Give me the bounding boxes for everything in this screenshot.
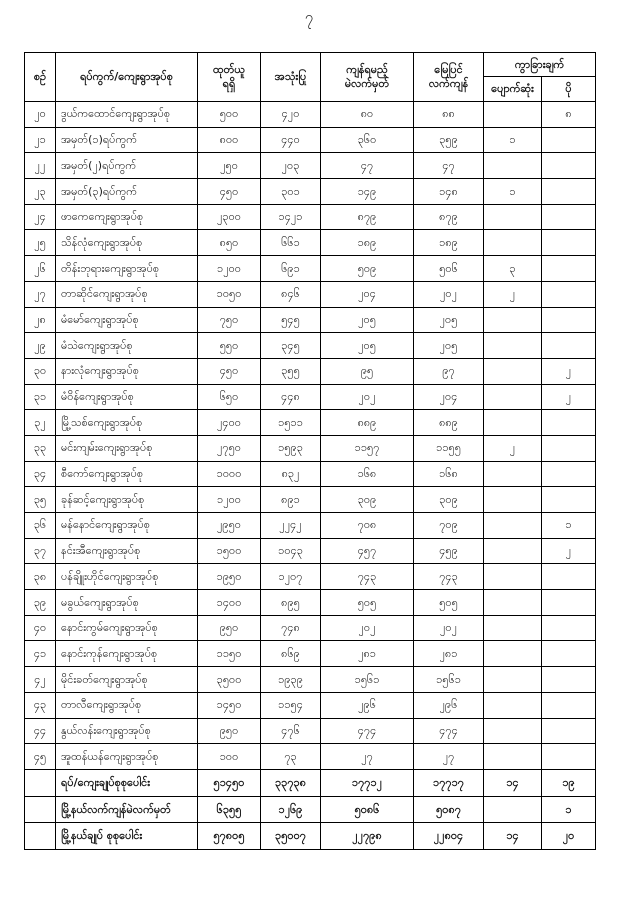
ground-remaining-cell: ၃၀၉ — [414, 487, 484, 513]
issued-total: ၅၇၈၀၅ — [198, 823, 261, 850]
expected-remaining-cell: ၂၀၅ — [321, 333, 414, 359]
serial-cell: ၄၄ — [25, 718, 56, 744]
header-ground-line1: မြေပြင် — [434, 62, 463, 76]
total-row-township-grand — [25, 823, 596, 850]
expected-remaining-cell: ၅၀၅ — [321, 590, 414, 616]
issued-cell: ၈၅၀ — [198, 230, 261, 256]
serial-cell: ၃၀ — [25, 358, 56, 384]
expected-remaining-cell: ၈၀ — [321, 102, 414, 128]
extra-cell — [542, 256, 596, 282]
expected-remaining-cell: ၂၀၅ — [321, 307, 414, 333]
table-row — [25, 307, 596, 333]
ward-village-name-cell: ပန်ချိူးဟိုင်ကျေးရွာအုပ်စု — [56, 564, 198, 590]
extra-cell — [542, 744, 596, 770]
extra-cell: ၂ — [542, 384, 596, 410]
table-header — [25, 53, 596, 102]
table-row — [25, 358, 596, 384]
lost-cell: ၂ — [484, 281, 542, 307]
used-cell: ၈၆၉ — [261, 641, 321, 667]
extra-cell — [542, 564, 596, 590]
header-expected-remaining — [321, 53, 414, 102]
serial-cell: ၂၅ — [25, 230, 56, 256]
total-row-township-reserve — [25, 796, 596, 823]
extra-cell: ၁ — [542, 513, 596, 539]
table-footer — [25, 769, 596, 849]
expected-remaining-cell: ၄၇ — [321, 153, 414, 179]
header-ground-remaining — [414, 53, 484, 102]
serial-cell: ၂၄ — [25, 204, 56, 230]
ward-village-name-cell: နောင်းကွမ်ကျေးရွာအုပ်စု — [56, 615, 198, 641]
issued-cell: ၁၄၅၀ — [198, 692, 261, 718]
extra-cell — [542, 590, 596, 616]
issued-cell: ၈၀၀ — [198, 127, 261, 153]
extra-cell — [542, 333, 596, 359]
extra-cell — [542, 281, 596, 307]
used-cell: ၆၆၁ — [261, 230, 321, 256]
issued-cell: ၁၂၀၀ — [198, 487, 261, 513]
ground-remaining-cell: ၅၀၅ — [414, 590, 484, 616]
expected-remaining-cell: ၂၈၁ — [321, 641, 414, 667]
serial-cell: ၃၃ — [25, 435, 56, 461]
lost-cell — [484, 358, 542, 384]
ward-village-name-cell: အူထန်ယန်ကျေးရွာအုပ်စု — [56, 744, 198, 770]
expected-remaining-cell: ၇၀၈ — [321, 513, 414, 539]
ward-village-name-cell: နားလုံကျေးရွာအုပ်စု — [56, 358, 198, 384]
ground-remaining-cell: ၈၈ — [414, 102, 484, 128]
serial-cell: ၃၆ — [25, 513, 56, 539]
header-lost: ပျောက်ဆုံး — [484, 77, 542, 102]
issued-cell: ၄၅၀ — [198, 179, 261, 205]
used-cell: ၈၉၁ — [261, 487, 321, 513]
page-number: ၇ — [304, 8, 314, 26]
expected-remaining-cell: ၄၅၇ — [321, 538, 414, 564]
extra-cell: ၈ — [542, 102, 596, 128]
serial-cell: ၄၃ — [25, 692, 56, 718]
serial-cell — [25, 823, 56, 850]
used-cell: ၁၉၃၉ — [261, 667, 321, 693]
serial-cell: ၂၆ — [25, 256, 56, 282]
table-row — [25, 127, 596, 153]
lost-cell — [484, 230, 542, 256]
used-total: ၃၃၇၃၈ — [261, 769, 321, 796]
ward-village-name-cell: မန်နောင်ကျေးရွာအုပ်စု — [56, 513, 198, 539]
ward-village-name-cell: အမှတ်(၁)ရပ်ကွက် — [56, 127, 198, 153]
header-issued-line2: ရရှိ — [222, 77, 236, 90]
serial-cell: ၃၁ — [25, 384, 56, 410]
ground-remaining-cell: ၂၇ — [414, 744, 484, 770]
header-difference: ကွာခြားချက် — [484, 53, 596, 77]
used-cell: ၁၀၄၃ — [261, 538, 321, 564]
expected-remaining-cell: ၁၈၉ — [321, 230, 414, 256]
ground-remaining-cell: ၂၈၁ — [414, 641, 484, 667]
ballot-count-table — [24, 52, 596, 850]
table-row — [25, 538, 596, 564]
lost-cell — [484, 692, 542, 718]
issued-cell: ၁၀၀၀ — [198, 461, 261, 487]
used-cell: ၁၄၂၁ — [261, 204, 321, 230]
ward-village-name-cell: စီကော်ကျေးရွာအုပ်စု — [56, 461, 198, 487]
issued-cell: ၁၂၀၀ — [198, 256, 261, 282]
used-cell: ၈၉၅ — [261, 590, 321, 616]
expected-remaining-cell: ၃၀၉ — [321, 487, 414, 513]
issued-cell: ၅၀၀ — [198, 102, 261, 128]
used-cell: ၇၄၈ — [261, 615, 321, 641]
used-cell: ၁၅၁၁ — [261, 410, 321, 436]
lost-cell: ၂ — [484, 435, 542, 461]
expected-remaining-cell: ၂၀၂ — [321, 615, 414, 641]
expected-remaining-cell: ၂၇ — [321, 744, 414, 770]
serial-cell: ၄၀ — [25, 615, 56, 641]
expected-remaining-cell: ၃၆၀ — [321, 127, 414, 153]
used-cell: ၂၀၃ — [261, 153, 321, 179]
table-body — [25, 102, 596, 770]
lost-cell — [484, 564, 542, 590]
used-cell: ၄၂၀ — [261, 102, 321, 128]
table-row — [25, 692, 596, 718]
table-row — [25, 204, 596, 230]
serial-cell — [25, 796, 56, 823]
table-row — [25, 487, 596, 513]
table-row — [25, 667, 596, 693]
lost-total: ၁၄ — [484, 769, 542, 796]
expected-remaining-cell: ၁၄၉ — [321, 179, 414, 205]
used-cell: ၂၂၄၂ — [261, 513, 321, 539]
lost-cell — [484, 718, 542, 744]
table-row — [25, 513, 596, 539]
expected-remaining-total: ၂၂၇၉၈ — [321, 823, 414, 850]
used-cell: ၄၄၈ — [261, 384, 321, 410]
used-cell: ၃၄၅ — [261, 333, 321, 359]
used-cell: ၁၁၅၄ — [261, 692, 321, 718]
table-row — [25, 590, 596, 616]
table-row — [25, 256, 596, 282]
table-row — [25, 230, 596, 256]
total-label: မြို့နယ်ချုပ် စုစုပေါင်း — [56, 823, 198, 850]
extra-cell — [542, 461, 596, 487]
table-row — [25, 744, 596, 770]
table-row — [25, 641, 596, 667]
serial-cell: ၃၅ — [25, 487, 56, 513]
issued-cell: ၂၃၀၀ — [198, 204, 261, 230]
lost-cell — [484, 641, 542, 667]
ward-village-name-cell: အမှတ်(၃)ရပ်ကွက် — [56, 179, 198, 205]
lost-cell — [484, 487, 542, 513]
used-cell: ၅၄၅ — [261, 307, 321, 333]
ward-village-name-cell: မံမော်ကျေးရွာအုပ်စု — [56, 307, 198, 333]
lost-cell — [484, 307, 542, 333]
expected-remaining-cell: ၈၇၉ — [321, 204, 414, 230]
lost-cell — [484, 615, 542, 641]
issued-cell: ၃၅၀၀ — [198, 667, 261, 693]
ward-village-name-cell: တိန်းဘုရားကျေးရွာအုပ်စု — [56, 256, 198, 282]
ward-village-name-cell: တာလီကျေးရွာအုပ်စု — [56, 692, 198, 718]
serial-cell — [25, 769, 56, 796]
issued-cell: ၉၅၀ — [198, 615, 261, 641]
serial-cell: ၂၈ — [25, 307, 56, 333]
ground-remaining-cell: ၅၀၆ — [414, 256, 484, 282]
ground-remaining-total: ၁၇၇၁၇ — [414, 769, 484, 796]
ward-village-name-cell: နင်းအီကျေးရွာအုပ်စု — [56, 538, 198, 564]
ground-remaining-cell: ၂၀၂ — [414, 615, 484, 641]
issued-cell: ၁၅၀၀ — [198, 538, 261, 564]
ground-remaining-cell: ၄၇ — [414, 153, 484, 179]
ground-remaining-cell: ၁၁၅၅ — [414, 435, 484, 461]
lost-cell — [484, 590, 542, 616]
extra-cell — [542, 718, 596, 744]
serial-cell: ၄၁ — [25, 641, 56, 667]
ground-remaining-cell: ၄၅၉ — [414, 538, 484, 564]
extra-cell — [542, 410, 596, 436]
issued-cell: ၆၅၀ — [198, 384, 261, 410]
extra-total: ၂၀ — [542, 823, 596, 850]
total-label: ရပ်/ကျေးချုပ်စုစုပေါင်း — [56, 769, 198, 796]
used-cell: ၃၀၁ — [261, 179, 321, 205]
ground-remaining-total: ၅၀၈၇ — [414, 796, 484, 823]
expected-remaining-cell: ၂၉၆ — [321, 692, 414, 718]
extra-cell — [542, 692, 596, 718]
table-row — [25, 718, 596, 744]
issued-cell: ၂၉၅၀ — [198, 513, 261, 539]
ground-remaining-cell: ၂၉၆ — [414, 692, 484, 718]
serial-cell: ၂၇ — [25, 281, 56, 307]
serial-cell: ၄၅ — [25, 744, 56, 770]
ward-village-name-cell: တာဆိုင်ကျေးရွာအုပ်စု — [56, 281, 198, 307]
used-cell: ၃၅၅ — [261, 358, 321, 384]
issued-cell: ၁၉၅၀ — [198, 564, 261, 590]
ground-remaining-cell: ၂၀၅ — [414, 307, 484, 333]
header-ground-line2: လက်ကျန် — [428, 77, 469, 90]
expected-remaining-cell: ၂၀၂ — [321, 384, 414, 410]
serial-cell: ၃၄ — [25, 461, 56, 487]
used-cell: ၇၃ — [261, 744, 321, 770]
table-row — [25, 179, 596, 205]
issued-cell: ၁၀၅၀ — [198, 281, 261, 307]
issued-cell: ၂၇၅၀ — [198, 435, 261, 461]
issued-cell: ၂၄၀၀ — [198, 410, 261, 436]
lost-cell: ၁ — [484, 127, 542, 153]
extra-cell — [542, 615, 596, 641]
lost-cell — [484, 513, 542, 539]
lost-cell: ၁ — [484, 179, 542, 205]
ground-remaining-cell: ၁၅၆၁ — [414, 667, 484, 693]
serial-cell: ၂၂ — [25, 153, 56, 179]
lost-cell — [484, 153, 542, 179]
extra-cell — [542, 127, 596, 153]
used-cell: ၈၄၆ — [261, 281, 321, 307]
lost-cell — [484, 538, 542, 564]
ward-village-name-cell: အမှတ်(၂)ရပ်ကွက် — [56, 153, 198, 179]
extra-cell — [542, 667, 596, 693]
serial-cell: ၃၇ — [25, 538, 56, 564]
expected-remaining-cell: ၇၄၃ — [321, 564, 414, 590]
header-extra: ပို — [542, 77, 596, 102]
extra-cell — [542, 204, 596, 230]
header-ward-village: ရပ်ကွက်/ကျေးရွာအုပ်စု — [56, 53, 198, 102]
expected-remaining-cell: ၂၀၄ — [321, 281, 414, 307]
ward-village-name-cell: ခုန်ဆင့်ကျေးရွာအုပ်စု — [56, 487, 198, 513]
ward-village-name-cell: မိုင်းခတ်ကျေးရွာအုပ်စု — [56, 667, 198, 693]
header-remain-line1: ကျန်ရမည့် — [346, 62, 388, 76]
extra-cell — [542, 435, 596, 461]
ground-remaining-cell: ၈၈၉ — [414, 410, 484, 436]
used-cell: ၄၄၀ — [261, 127, 321, 153]
expected-remaining-total: ၁၇၇၁၂ — [321, 769, 414, 796]
issued-cell: ၉၅၀ — [198, 718, 261, 744]
table-row — [25, 281, 596, 307]
used-cell: ၈၃၂ — [261, 461, 321, 487]
table-row — [25, 461, 596, 487]
ground-remaining-cell: ၁၄၈ — [414, 179, 484, 205]
serial-cell: ၄၂ — [25, 667, 56, 693]
issued-cell: ၄၅၀ — [198, 358, 261, 384]
ward-village-name-cell: နောင်းကုန်ကျေးရွာအုပ်စု — [56, 641, 198, 667]
ground-remaining-cell: ၂၀၅ — [414, 333, 484, 359]
lost-cell — [484, 333, 542, 359]
header-remain-line2: မဲလက်မှတ် — [344, 77, 390, 90]
ward-village-name-cell: သိန်လုံကျေးရွာအုပ်စု — [56, 230, 198, 256]
ground-remaining-cell: ၃၅၉ — [414, 127, 484, 153]
expected-remaining-total: ၅၀၈၆ — [321, 796, 414, 823]
table-row — [25, 564, 596, 590]
table-row — [25, 333, 596, 359]
issued-cell: ၁၁၅၀ — [198, 641, 261, 667]
ward-village-name-cell: ဖာကေကျေးရွာအုပ်စု — [56, 204, 198, 230]
extra-cell: ၂ — [542, 538, 596, 564]
used-cell: ၁၂၀၇ — [261, 564, 321, 590]
expected-remaining-cell: ၁၁၅၇ — [321, 435, 414, 461]
ground-remaining-cell: ၄၇၄ — [414, 718, 484, 744]
table-row — [25, 102, 596, 128]
lost-cell — [484, 204, 542, 230]
issued-cell: ၅၅၀ — [198, 333, 261, 359]
ward-village-name-cell: မခွယ်ကျေးရွာအုပ်စု — [56, 590, 198, 616]
ground-remaining-cell: ၂၀၄ — [414, 384, 484, 410]
header-issued-line1: ထုတ်ယူ — [212, 62, 246, 76]
ward-village-name-cell: နွယ်လန်းကျေးရွာအုပ်စု — [56, 718, 198, 744]
extra-cell — [542, 307, 596, 333]
used-total: ၃၅၀၀၇ — [261, 823, 321, 850]
expected-remaining-cell: ၄၇၄ — [321, 718, 414, 744]
ward-village-name-cell: မံသဲကျေးရွာအုပ်စု — [56, 333, 198, 359]
lost-cell — [484, 461, 542, 487]
issued-total: ၆၃၅၅ — [198, 796, 261, 823]
lost-cell — [484, 384, 542, 410]
ground-remaining-cell: ၁၈၉ — [414, 230, 484, 256]
serial-cell: ၂၃ — [25, 179, 56, 205]
ground-remaining-cell: ၁၆၈ — [414, 461, 484, 487]
table-row — [25, 410, 596, 436]
extra-total: ၁၉ — [542, 769, 596, 796]
lost-cell — [484, 667, 542, 693]
extra-cell — [542, 487, 596, 513]
serial-cell: ၂၉ — [25, 333, 56, 359]
expected-remaining-cell: ၁၆၈ — [321, 461, 414, 487]
ground-remaining-cell: ၇၄၃ — [414, 564, 484, 590]
extra-total: ၁ — [542, 796, 596, 823]
table-row — [25, 384, 596, 410]
lost-total — [484, 796, 542, 823]
ground-remaining-cell: ၈၇၉ — [414, 204, 484, 230]
total-row-wards-villages — [25, 769, 596, 796]
used-cell: ၁၅၉၃ — [261, 435, 321, 461]
table-row — [25, 435, 596, 461]
ground-remaining-cell: ၇၀၉ — [414, 513, 484, 539]
table-row — [25, 615, 596, 641]
extra-cell — [542, 153, 596, 179]
ground-remaining-cell: ၂၀၂ — [414, 281, 484, 307]
issued-cell: ၂၅၀ — [198, 153, 261, 179]
issued-cell: ၁၄၀၀ — [198, 590, 261, 616]
extra-cell: ၂ — [542, 358, 596, 384]
lost-cell — [484, 102, 542, 128]
issued-cell: ၇၅၀ — [198, 307, 261, 333]
header-serial: စဉ် — [25, 53, 56, 102]
serial-cell: ၃၉ — [25, 590, 56, 616]
total-label: မြို့နယ်လက်ကျန်မဲလက်မှတ် — [56, 796, 198, 823]
ward-village-name-cell: မြို့သစ်ကျေးရွာအုပ်စု — [56, 410, 198, 436]
ground-remaining-total: ၂၂၈၀၄ — [414, 823, 484, 850]
expected-remaining-cell: ၉၅ — [321, 358, 414, 384]
extra-cell — [542, 230, 596, 256]
serial-cell: ၃၂ — [25, 410, 56, 436]
expected-remaining-cell: ၅၀၉ — [321, 256, 414, 282]
used-total: ၁၂၆၉ — [261, 796, 321, 823]
ground-remaining-cell: ၉၇ — [414, 358, 484, 384]
lost-cell: ၃ — [484, 256, 542, 282]
serial-cell: ၂၀ — [25, 102, 56, 128]
lost-cell — [484, 744, 542, 770]
lost-total: ၁၄ — [484, 823, 542, 850]
header-issued-received — [198, 53, 261, 102]
table-row — [25, 153, 596, 179]
header-used: အသုံးပြု — [261, 53, 321, 102]
issued-cell: ၁၀၀ — [198, 744, 261, 770]
extra-cell — [542, 641, 596, 667]
issued-total: ၅၁၄၅၀ — [198, 769, 261, 796]
ward-village-name-cell: မံဝိန်ကျေးရွာအုပ်စု — [56, 384, 198, 410]
ward-village-name-cell: မင်းကျမ်းကျေးရွာအုပ်စု — [56, 435, 198, 461]
used-cell: ၆၉၁ — [261, 256, 321, 282]
expected-remaining-cell: ၁၅၆၁ — [321, 667, 414, 693]
serial-cell: ၂၁ — [25, 127, 56, 153]
extra-cell — [542, 179, 596, 205]
expected-remaining-cell: ၈၈၉ — [321, 410, 414, 436]
lost-cell — [484, 410, 542, 436]
ward-village-name-cell: ဒွယ်ကထောင်ကျေးရွာအုပ်စု — [56, 102, 198, 128]
used-cell: ၄၇၆ — [261, 718, 321, 744]
serial-cell: ၃၈ — [25, 564, 56, 590]
